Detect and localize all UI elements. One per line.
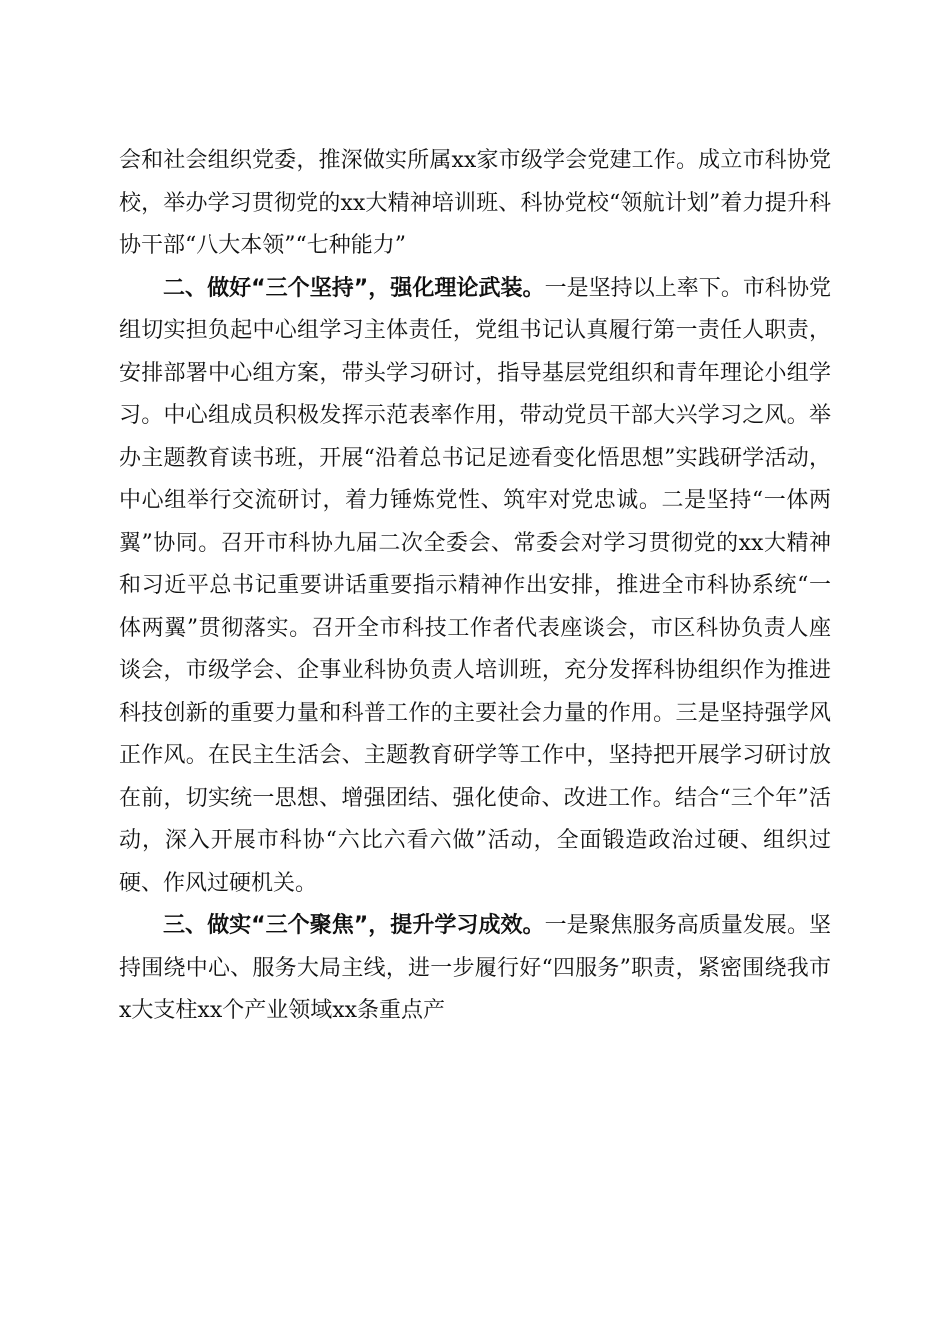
section-heading: 二、做好“三个坚持”，强化理论武装。 (163, 275, 545, 301)
paragraph-continuation (119, 140, 831, 268)
paragraph-body: 一是坚持以上率下。市科协党组切实担负起中心组学习主体责任，党组书记认真履行第一责任人职责，安排部署中心组方案，带头学习研讨，指导基层党组织和青年理论小组学习。中心组成员积极发挥示范表率作用，带动党员干部大兴学习之风。举办主题教育读书班，开展“沿着总书记足迹看变化悟思想”实践研学活动，中心组举行交流研讨，着力锤炼党性、筑牢对党忠诚。二是坚持“一体两翼”协同。召开市科协九届二次全委会、常委会对学习贯彻党的xx大精神和习近平总书记重要讲话重要指示精神作出安排，推进全市科协系统“一体两翼”贯彻落实。召开全市科技工作者代表座谈会，市区科协负责人座谈会，市级学会、企事业科协负责人培训班，充分发挥科协组织作为推进科技创新的重要力量和科普工作的主要社会力量的作用。三是坚持强学风正作风。在民主生活会、主题教育研学等工作中，坚持把开展学习研讨放在前，切实统一思想、增强团结、强化使命、改进工作。结合“三个年”活动，深入开展市科协“六比六看六做”活动，全面锻造政治过硬、组织过硬、作风过硬机关。 (119, 275, 831, 896)
paragraph-body: 会和社会组织党委，推深做实所属xx家市级学会党建工作。成立市科协党校，举办学习贯彻党的xx大精神培训班、科协党校“领航计划”着力提升科协干部“八大本领”“七种能力” (119, 148, 831, 258)
paragraph-section-two (119, 268, 831, 906)
section-heading: 三、做实“三个聚焦”，提升学习成效。 (163, 913, 545, 938)
paragraph-body: 一是聚焦服务高质量发展。坚持围绕中心、服务大局主线，进一步履行好“四服务”职责，紧密围绕我市x大支柱xx个产业领域xx条重点产 (119, 913, 831, 1023)
document-body (119, 140, 831, 1033)
paragraph-section-three (119, 905, 831, 1033)
